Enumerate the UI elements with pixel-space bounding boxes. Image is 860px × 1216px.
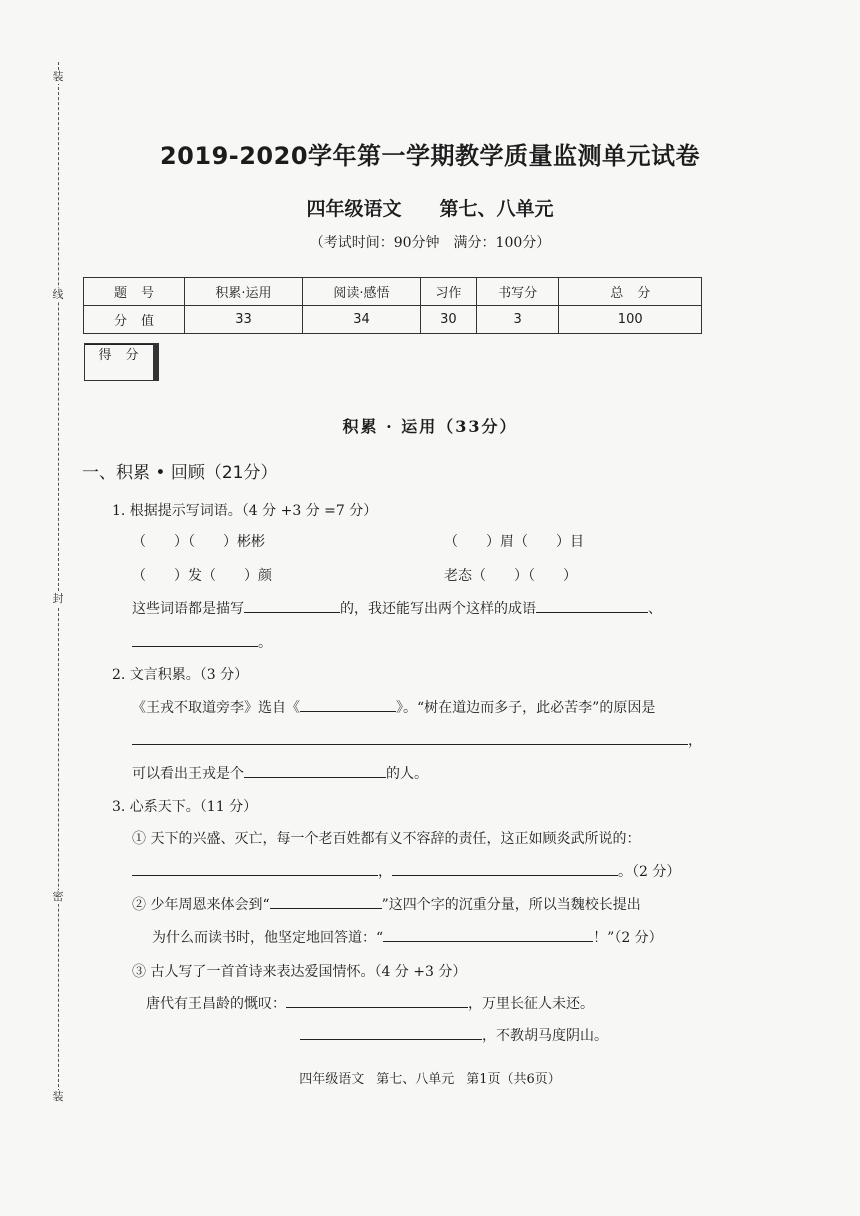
q1-word-1: （ ）（ ）彬彬 — [132, 534, 265, 550]
answer-blank[interactable] — [270, 907, 382, 909]
q1-word-3: （ ）发（ ）颜 — [132, 568, 272, 584]
exam-subtitle — [0, 194, 860, 221]
answer-blank[interactable] — [132, 645, 258, 647]
q1-s2: 的，我还能写出两个这样的成语 — [340, 601, 536, 617]
binding-mark-top: 装 — [50, 70, 66, 84]
cell-value: 30 — [421, 306, 477, 334]
answer-blank[interactable] — [392, 874, 618, 876]
answer-blank[interactable] — [536, 611, 648, 613]
q3-i2: ② 少年周恩来体会到“ — [132, 897, 270, 913]
answer-blank[interactable] — [132, 743, 688, 745]
cell-value: 100 — [559, 306, 702, 334]
score-table — [83, 277, 702, 363]
q2-e: 的人。 — [386, 766, 428, 782]
score-table-score-row — [84, 343, 159, 345]
cell-question-no: 题号 — [84, 278, 185, 306]
q1-sentence-end — [132, 632, 272, 652]
cell-value: 34 — [303, 306, 421, 334]
page-title: 2019-2020学年第一学期教学质量监测单元试卷 — [159, 142, 701, 170]
q3-item-3a — [146, 993, 594, 1013]
binding-mark-line: 线 — [50, 288, 66, 302]
q2-title: 2. 文言积累。（3 分） — [112, 667, 249, 683]
q3-title: 3. 心系天下。（11 分） — [112, 799, 258, 815]
cell-score-label: 得分 — [84, 344, 153, 381]
cell-header: 书写分 — [476, 278, 559, 306]
q3-item-3c — [300, 1025, 608, 1045]
answer-blank[interactable] — [300, 710, 396, 712]
q3-i1b: ， — [378, 864, 392, 880]
score-table-value-row — [84, 306, 702, 334]
q3-item-1: ① 天下的兴盛、灭亡，每一个老百姓都有义不容辞的责任，这正如顾炎武所说的： — [132, 831, 641, 847]
q1-sentence — [132, 598, 662, 618]
q2-c: ， — [688, 733, 702, 749]
q1-s3: 、 — [648, 601, 662, 617]
q3-i3b: ，万里长征人未还。 — [468, 996, 594, 1012]
q3-i3a: 唐代有王昌龄的慨叹： — [146, 996, 286, 1012]
binding-mark-secret: 密 — [50, 890, 66, 904]
q2-b: 》。“树在道边而多子，此必苦李”的原因是 — [396, 700, 656, 716]
cell-value: 33 — [185, 306, 303, 334]
answer-blank[interactable] — [286, 1006, 468, 1008]
cell-value-label: 分值 — [84, 306, 185, 334]
cell-header: 总分 — [559, 278, 702, 306]
units-label: 第七、八单元 — [439, 198, 554, 220]
q3-i3c: ，不教胡马度阴山。 — [482, 1028, 608, 1044]
footer-units: 第七、八单元 — [376, 1072, 455, 1087]
q2-a: 《王戎不取道旁李》选自《 — [132, 700, 300, 716]
q1-word-4: 老态（ ）（ ） — [444, 568, 577, 584]
answer-blank[interactable] — [300, 1038, 482, 1040]
answer-blank[interactable] — [132, 874, 378, 876]
q2-line-1 — [132, 697, 655, 717]
binding-mark-bottom: 装 — [50, 1090, 66, 1104]
cell-header: 积累·运用 — [185, 278, 303, 306]
subject-label: 四年级语文 — [306, 198, 402, 220]
q1-word-2: （ ）眉（ ）目 — [444, 534, 584, 550]
part-heading: 一、积累 • 回顾（21分） — [82, 463, 278, 483]
binding-mark-seal: 封 — [50, 592, 66, 606]
q1-title: 1. 根据提示写词语。（4 分 +3 分 =7 分） — [112, 503, 378, 519]
footer-page: 第1页（共6页） — [466, 1072, 561, 1087]
q2-d: 可以看出王戎是个 — [132, 766, 244, 782]
answer-blank[interactable] — [244, 611, 340, 613]
section-heading: 积累 · 运用（33分） — [342, 417, 518, 436]
q3-item-3: ③ 古人写了一首首诗来表达爱国情怀。（4 分 +3 分） — [132, 964, 467, 980]
q1-s1: 这些词语都是描写 — [132, 601, 244, 617]
q3-item-1-blanks — [132, 861, 680, 881]
footer-subject: 四年级语文 — [299, 1072, 365, 1087]
score-entry-cell[interactable] — [157, 344, 158, 381]
cell-header: 习作 — [421, 278, 477, 306]
score-table-header-row — [84, 278, 702, 306]
cell-value: 3 — [476, 306, 559, 334]
q3-item-2-cont — [152, 927, 663, 947]
q2-line-2 — [132, 730, 702, 750]
answer-blank[interactable] — [244, 776, 386, 778]
q1-s4: 。 — [258, 635, 272, 651]
answer-blank[interactable] — [383, 940, 593, 942]
q3-i2b: ”这四个字的沉重分量，所以当魏校长提出 — [381, 897, 641, 913]
q3-item-2 — [132, 894, 641, 914]
q3-i1c: 。（2 分） — [618, 864, 681, 880]
q3-i2d: ！”（2 分） — [593, 930, 663, 946]
q2-line-3 — [132, 763, 428, 783]
page-footer — [0, 1068, 860, 1087]
q3-i2c: 为什么而读书时，他坚定地回答道：“ — [152, 930, 384, 946]
cell-header: 阅读·感悟 — [303, 278, 421, 306]
exam-info: （考试时间：90分钟 满分：100分） — [309, 235, 551, 251]
